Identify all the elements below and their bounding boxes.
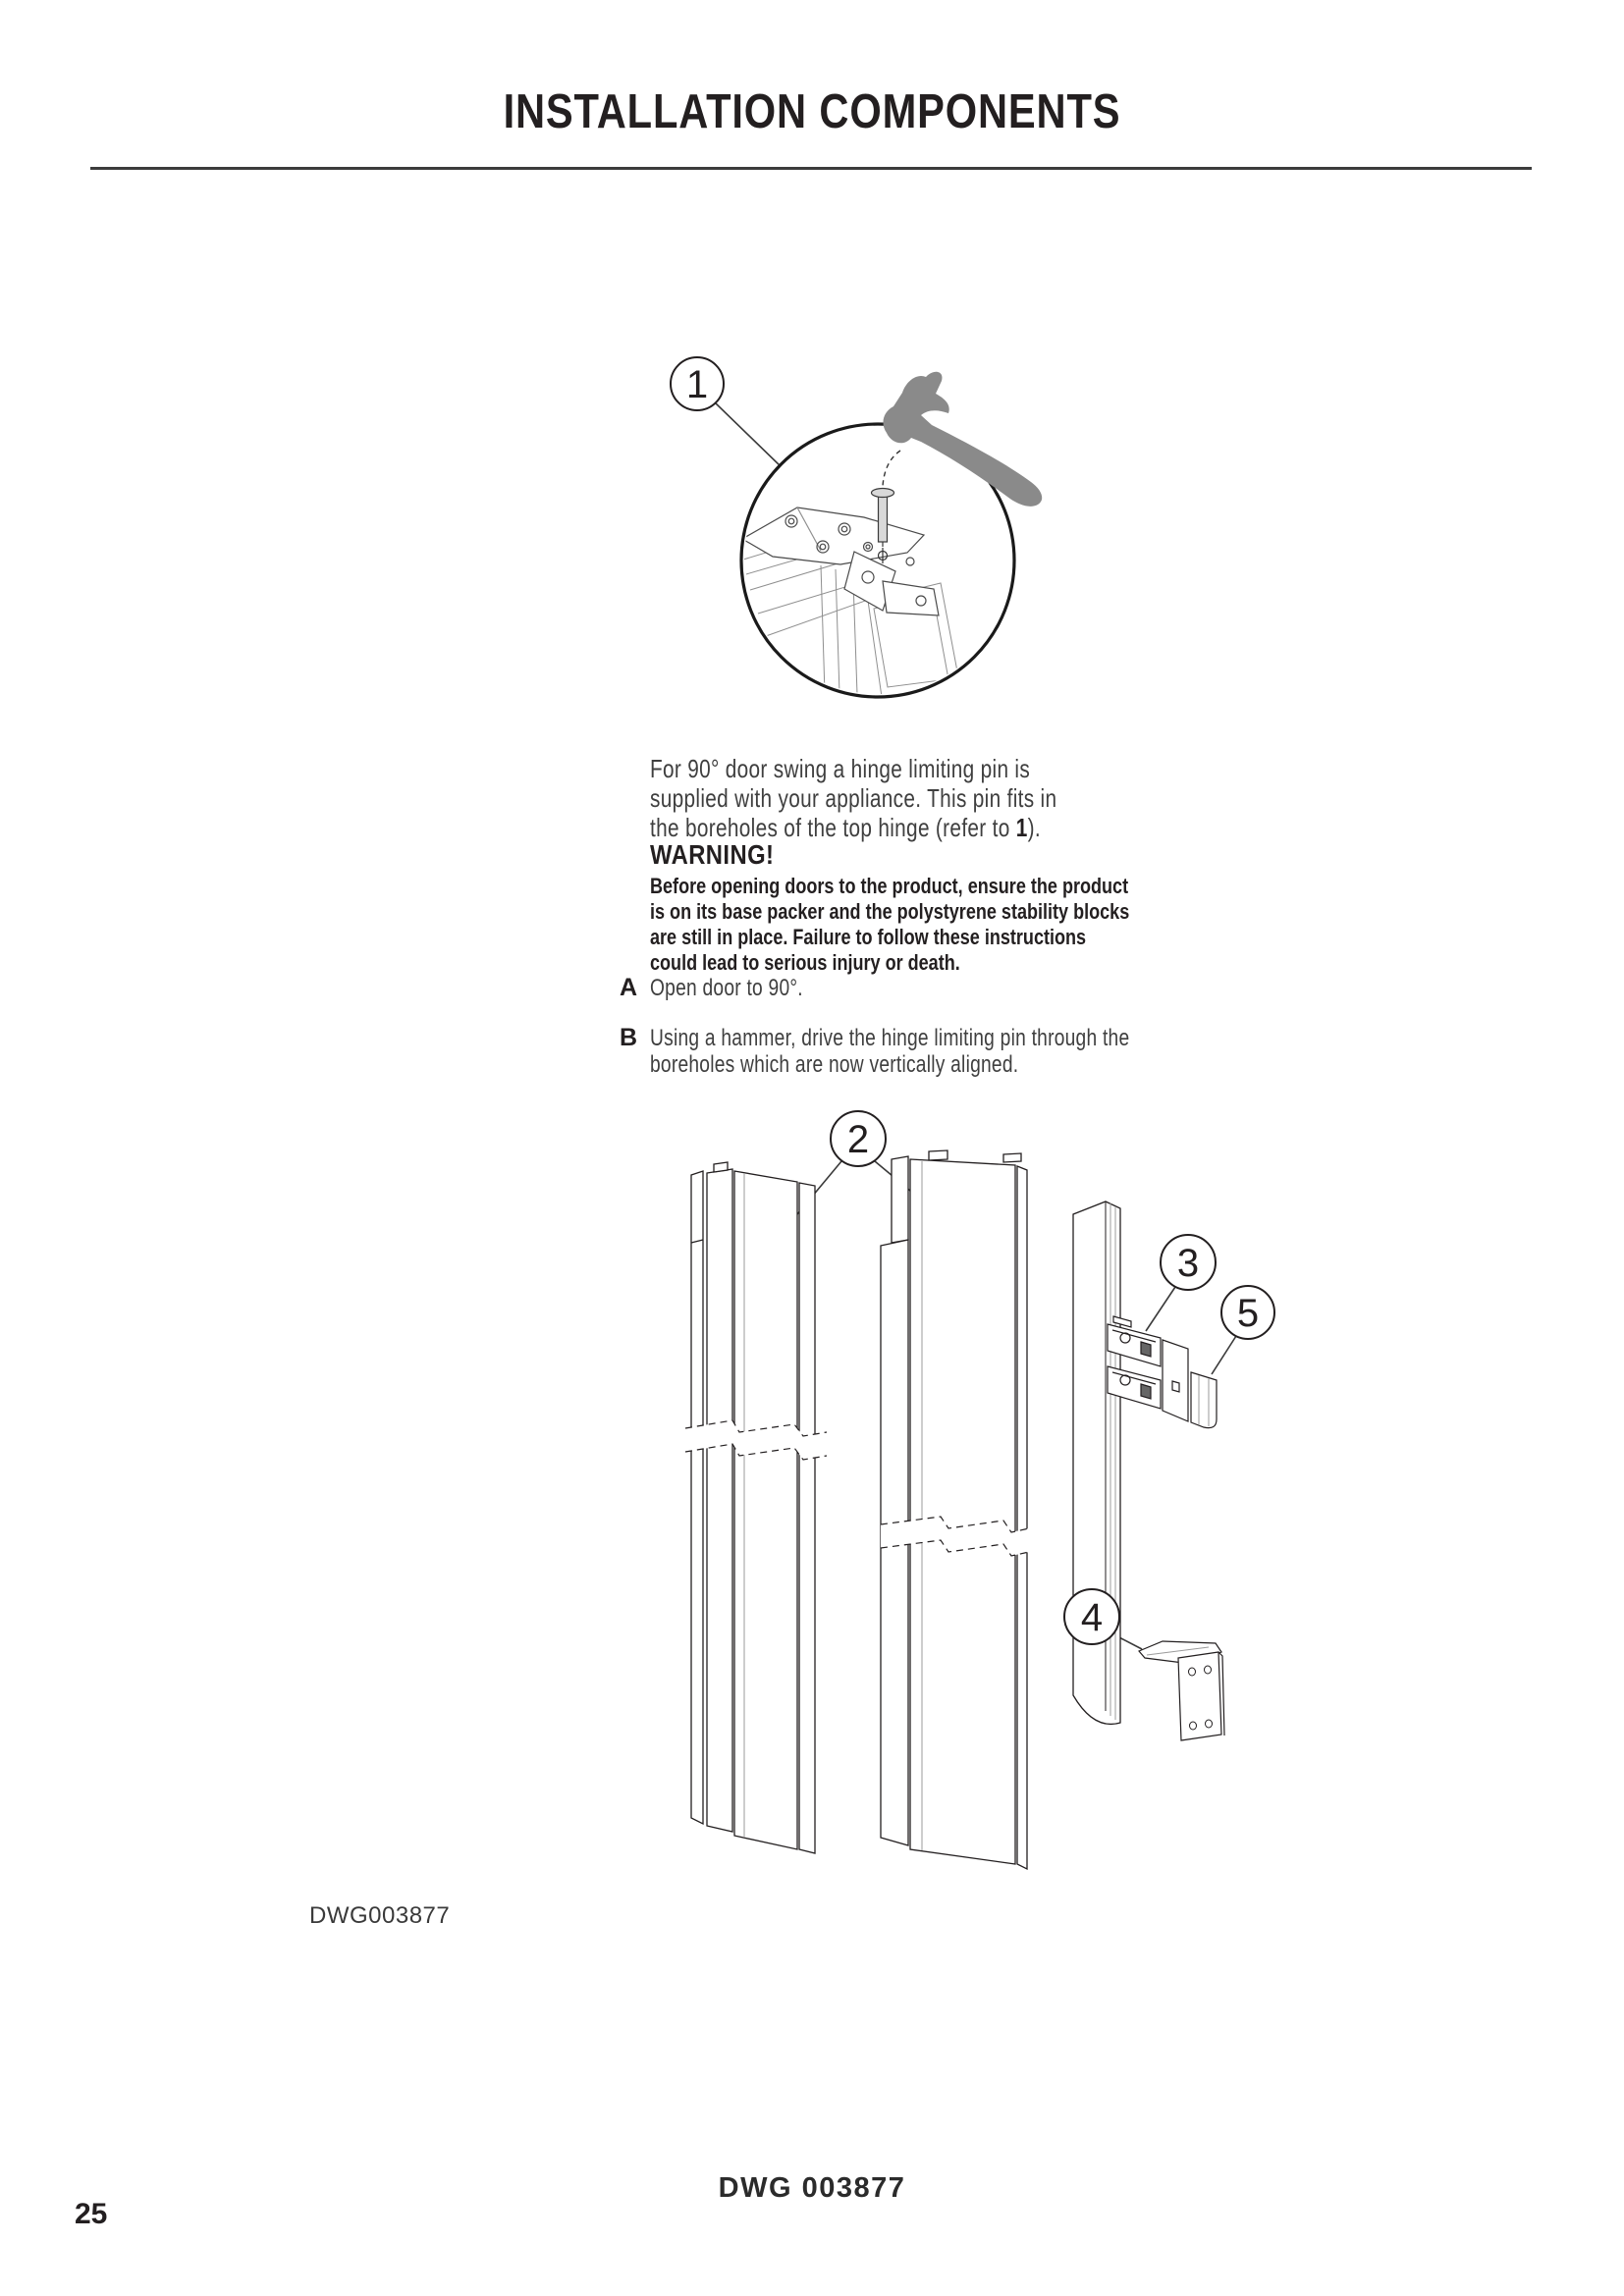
warning-line: is on its base packer and the polystyrene stability blocks xyxy=(650,899,1130,924)
intro-line: For 90° door swing a hinge limiting pin is xyxy=(650,754,1031,783)
step-a-text xyxy=(650,975,803,1001)
step-a-line: Open door to 90°. xyxy=(650,975,803,1001)
retainer-clip xyxy=(1191,1372,1217,1428)
step-b-label: B xyxy=(620,1024,638,1051)
drawing-code: DWG003877 xyxy=(309,1902,451,1929)
trim-rail-left xyxy=(691,1162,815,1853)
callout-2-number: 2 xyxy=(846,1118,870,1161)
intro-line: supplied with your appliance. This pin fits in xyxy=(650,783,1057,813)
trim-rail-right xyxy=(881,1150,1027,1869)
page-title: INSTALLATION COMPONENTS xyxy=(503,85,1121,138)
callout-3-number: 3 xyxy=(1176,1242,1200,1285)
callout-4-number: 4 xyxy=(1080,1596,1104,1639)
warning-text xyxy=(650,874,1129,976)
intro-ref-number: 1 xyxy=(1015,813,1028,842)
intro-paragraph xyxy=(650,754,1056,842)
footer-drawing-code: DWG 003877 xyxy=(718,2172,906,2204)
step-b-line: Using a hammer, drive the hinge limiting pin through the xyxy=(650,1025,1130,1051)
intro-line xyxy=(650,813,1056,842)
components-illustration xyxy=(628,1099,1316,1895)
side-filler-panel xyxy=(1073,1201,1120,1724)
title-divider xyxy=(90,167,1532,170)
page-number: 25 xyxy=(75,2198,108,2230)
warning-line: Before opening doors to the product, ensure the product xyxy=(650,874,1129,898)
step-b-line: boreholes which are now vertically aligned. xyxy=(650,1051,1019,1078)
intro-line3-suffix: ). xyxy=(1027,813,1041,842)
intro-line3-prefix: the boreholes of the top hinge (refer to xyxy=(650,813,1016,842)
corner-bracket xyxy=(1139,1641,1224,1740)
warning-heading: WARNING! xyxy=(650,839,775,870)
warning-line: could lead to serious injury or death. xyxy=(650,950,960,975)
step-a-label: A xyxy=(620,974,638,1001)
hinge-pin-illustration xyxy=(628,344,1090,717)
leader-line-1 xyxy=(714,401,782,467)
warning-line: are still in place. Failure to follow these instructions xyxy=(650,925,1087,949)
callout-5-number: 5 xyxy=(1236,1292,1260,1335)
step-b-text xyxy=(650,1025,1129,1078)
callout-1-number: 1 xyxy=(685,363,709,406)
